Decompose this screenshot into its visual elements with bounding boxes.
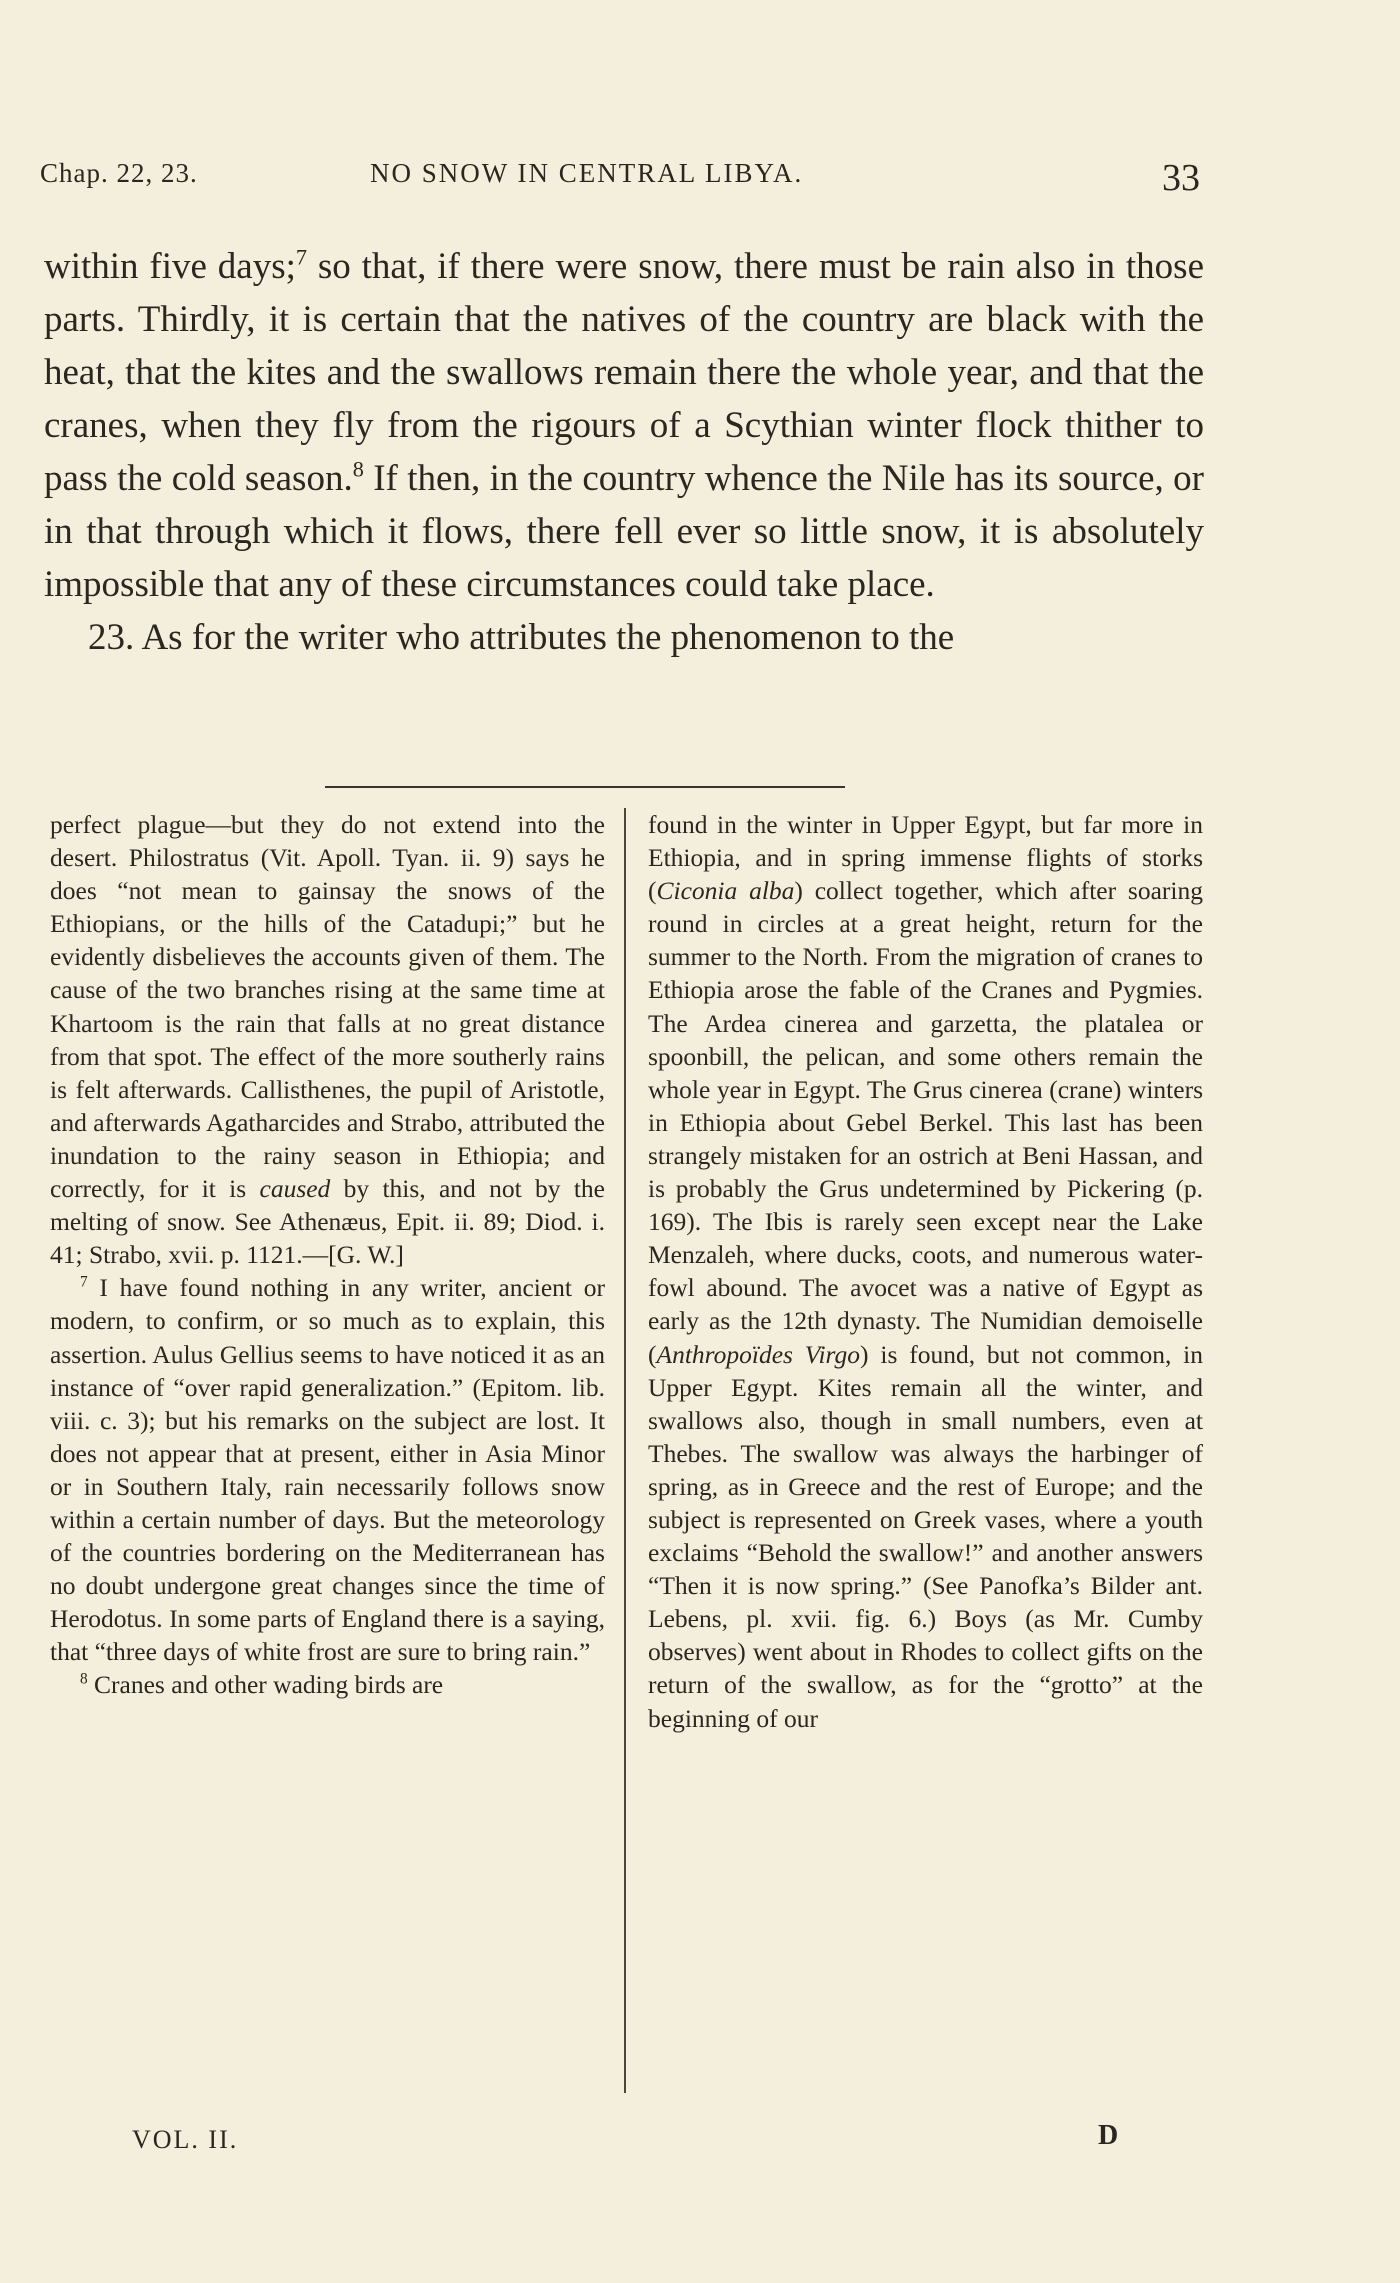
footnote-7: $^7$ I have found nothing in any writer, ancient or modern, to confirm, or so much as to explain, this assertion. Aulus Gellius seems to have noticed it as an instance of “over rapid generalization.” (Epitom. lib. viii. c. 3); but his remarks on the subject are lost. It does not appear that at present, either in Asia Minor or in Southern Italy, rain necessarily follows snow within a certain number of days. But the meteorology of the countries bordering on the Mediterranean has no doubt undergone great changes since the time of Herodotus. In some parts of England there is a saying, that “three days of white frost are sure to bring rain.” <box>50 1273 605 1667</box>
running-title: NO SNOW IN CENTRAL LIBYA. <box>370 158 804 188</box>
running-header <box>40 158 1200 208</box>
signature-mark: D <box>1098 2120 1119 2151</box>
page-number: 33 <box>1162 157 1200 199</box>
footnotes-right-column <box>648 808 1203 1735</box>
footnote-separator <box>325 786 845 788</box>
footnote-8: $^8$ Cranes and other wading birds are <box>80 1670 444 1700</box>
column-divider <box>624 808 626 2093</box>
footnote-ref-8[interactable]: 8 <box>352 456 364 482</box>
volume-label: VOL. II. <box>132 2125 239 2154</box>
main-text <box>44 240 1204 664</box>
footnotes-left-column <box>50 808 605 1702</box>
section-23-paragraph: 23. As for the writer who attributes the phenomenon to the <box>88 617 955 658</box>
footnote-continuation: perfect plague—but they do not extend into the desert. Philostratus (Vit. Apoll. Tyan. ii. 9) says he does “not mean to gainsay the snows of the Ethiopians, or the hills of the Catadupi;” but he evidently disbelieves the accounts given of them. The cause of the two branches rising at the same time at Khartoom is the rain that falls at no great distance from that spot. The effect of the more southerly rains is felt afterwards. Callisthenes, the pupil of Aristotle, and afterwards Agatharcides and Strabo, attributed the inundation to the rainy season in Ethiopia; and correctly, for it is caused by this, and not by the melting of snow. See Athenæus, Epit. ii. 89; Diod. i. 41; Strabo, xvii. p. 1121.—[G. W.] <box>50 810 605 1270</box>
main-paragraph: within five days;$^7$ so that, if there were snow, there must be rain also in those parts. Thirdly, it is certain that the natives of the country are black with the heat, that the kites and the swallows remain there the whole year, and that the cranes, when they fly from the rigours of a Scythian winter flock thither to pass the cold season.$^8$ If then, in the country whence the Nile has its source, or in that through which it flows, there fell ever so little snow, it is absolutely impossible that any of these circumstances could take place. <box>44 244 1204 605</box>
chapter-reference: Chap. 22, 23. <box>40 158 198 188</box>
footnote-ref-7[interactable]: 7 <box>295 244 307 270</box>
footnote-8-continuation: found in the winter in Upper Egypt, but far more in Ethiopia, and in spring immense flights of storks (Ciconia alba) collect together, which after soaring round in circles at a great height, return for the summer to the North. From the migration of cranes to Ethiopia arose the fable of the Cranes and Pygmies. The Ardea cinerea and garzetta, the platalea or spoonbill, the pelican, and some others remain the whole year in Egypt. The Grus cinerea (crane) winters in Ethiopia about Gebel Berkel. This last has been strangely mistaken for an ostrich at Beni Hassan, and is probably the Grus undetermined by Pickering (p. 169). The Ibis is rarely seen except near the Lake Menzaleh, where ducks, coots, and numerous water-fowl abound. The avocet was a native of Egypt as early as the 12th dynasty. The Numidian demoiselle (Anthropoïdes Virgo) is found, but not common, in Upper Egypt. Kites remain all the winter, and swallows also, though in small numbers, even at Thebes. The swallow was always the harbinger of spring, as in Greece and the rest of Europe; and the subject is represented on Greek vases, where a youth exclaims “Behold the swallow!” and another answers “Then it is now spring.” (See Panofka’s Bilder ant. Lebens, pl. xvii. fig. 6.) Boys (as Mr. Cumby observes) went about in Rhodes to collect gifts on the return of the swallow, as for the “grotto” at the beginning of our <box>648 810 1203 1733</box>
